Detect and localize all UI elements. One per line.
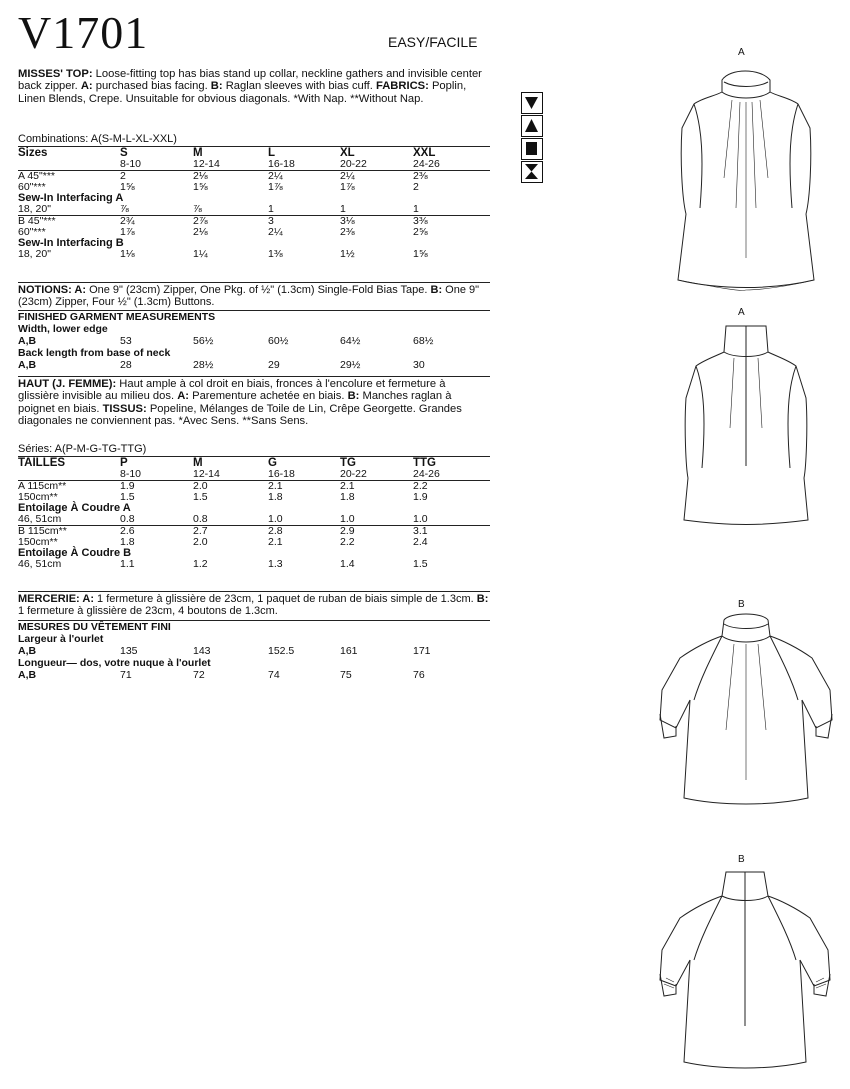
measurement-value: 72 — [193, 669, 205, 681]
table-cell: 20-22 — [340, 158, 367, 170]
table-cell: XL — [340, 147, 355, 159]
notions-label: B: — [430, 284, 443, 296]
measurement-value: 74 — [268, 669, 280, 681]
divider — [18, 591, 490, 592]
table-cell: L — [268, 147, 276, 159]
measurement-value: 76 — [413, 669, 425, 681]
table-cell: 46, 51cm — [18, 558, 62, 570]
table-cell: 2.4 — [413, 536, 428, 548]
down-triangle-icon — [521, 92, 543, 114]
table-cell: 8-10 — [120, 158, 142, 170]
measurement-value: 28 — [120, 359, 132, 371]
table-cell: 2¼ — [340, 171, 413, 183]
table-cell: 2.0 — [193, 536, 208, 548]
measurement-value: 29 — [268, 359, 280, 371]
table-cell: 1.0 — [268, 513, 283, 525]
table-cell: Sew-In Interfacing A — [18, 192, 124, 204]
table-cell: 1⅞ — [120, 226, 135, 238]
size-range-row — [18, 469, 490, 481]
measurement-value: 28½ — [193, 359, 214, 371]
hourglass-icon — [521, 161, 543, 183]
view-a-front-label: A — [738, 47, 745, 58]
table-cell: TAILLES — [18, 457, 66, 469]
table-cell: 1.8 — [268, 491, 283, 503]
table-cell: 1¼ — [193, 248, 208, 260]
table-cell: 2¾ — [120, 216, 193, 228]
table-cell: 2 — [120, 171, 193, 183]
table-cell: 60"*** — [18, 226, 46, 238]
notions-text: 1 fermeture à glissière de 23cm, 1 paquet de ruban de biais simple de 1.3cm. — [93, 593, 477, 605]
measurement-value: 135 — [120, 645, 138, 657]
table-cell: 1.8 — [120, 536, 135, 548]
table-row — [18, 514, 490, 526]
description-label: A: — [177, 390, 189, 403]
table-cell: 1.3 — [268, 558, 283, 570]
description-text: Loose-fitting top has bias stand up collar, neckline gathers and invisible center back zipper. — [18, 68, 482, 93]
table-cell: 1.1 — [120, 558, 135, 570]
table-cell: 1⅝ — [413, 248, 428, 260]
width-label: Width, lower edge — [18, 323, 108, 335]
measurement-value: 161 — [340, 645, 358, 657]
notions-text: One 9" (23cm) Zipper, Four ½" (1.3cm) Buttons. — [18, 284, 480, 308]
notions-label: B: — [476, 593, 489, 605]
table-cell: 24-26 — [413, 468, 440, 480]
table-cell: B 115cm** — [18, 526, 120, 538]
table-cell: 2.7 — [193, 526, 268, 538]
table-cell: M — [193, 147, 203, 159]
width-row — [18, 645, 490, 657]
table-cell: 1½ — [340, 248, 355, 260]
table-cell: 2⅛ — [193, 171, 268, 183]
table-cell: 16-18 — [268, 158, 295, 170]
measurement-value: 152.5 — [268, 645, 295, 657]
table-cell: 46, 51cm — [18, 513, 62, 525]
english-notions — [18, 284, 490, 308]
table-cell: 1 — [340, 203, 346, 215]
table-cell: ⅞ — [193, 203, 202, 215]
table-cell: A 115cm** — [18, 481, 120, 493]
table-cell: 16-18 — [268, 468, 295, 480]
table-cell: 0.8 — [193, 513, 208, 525]
table-row — [18, 171, 490, 183]
description-label: B: — [210, 80, 223, 93]
table-cell: 2⅜ — [413, 171, 490, 183]
measurement-value: 56½ — [193, 335, 214, 347]
description-text: Raglan sleeves with bias cuff. — [222, 80, 377, 93]
view-a-front-illustration — [660, 58, 830, 298]
table-cell: ⅞ — [120, 203, 129, 215]
pattern-number: V1701 — [18, 7, 149, 58]
table-cell: 60"*** — [18, 181, 46, 193]
table-cell: TTG — [413, 457, 436, 469]
description-label: MISSES' TOP: — [18, 68, 93, 80]
table-cell: Sizes — [18, 147, 48, 159]
table-cell: 18, 20" — [18, 248, 51, 260]
table-cell: 18, 20" — [18, 203, 51, 215]
table-cell: Entoilage À Coudre A — [18, 502, 131, 514]
table-cell: 150cm** — [18, 491, 58, 503]
table-cell: A 45"*** — [18, 171, 120, 183]
english-yardage-table — [18, 148, 490, 260]
table-cell: Entoilage À Coudre B — [18, 547, 132, 559]
table-cell: B 45"*** — [18, 216, 120, 228]
difficulty-label: EASY/FACILE — [388, 34, 478, 50]
table-cell: 2.2 — [340, 536, 355, 548]
table-cell: 2⅛ — [193, 226, 208, 238]
table-cell: 20-22 — [340, 468, 367, 480]
width-row — [18, 335, 490, 347]
table-cell: 1⅝ — [120, 181, 135, 193]
french-yardage-table — [18, 458, 490, 570]
table-cell: 1.2 — [193, 558, 208, 570]
table-cell: M — [193, 457, 203, 469]
table-cell: 2¼ — [268, 171, 340, 183]
view-b-front-label: B — [738, 599, 745, 610]
view-b-front-illustration — [650, 610, 840, 810]
french-description — [18, 378, 488, 428]
english-combinations: Combinations: A(S-M-L-XL-XXL) — [18, 133, 177, 145]
french-notions — [18, 593, 490, 617]
table-cell: 1⅞ — [340, 181, 355, 193]
measurement-value: 143 — [193, 645, 211, 657]
table-cell: 12-14 — [193, 158, 220, 170]
description-label: HAUT (J. FEMME): — [18, 378, 117, 390]
table-cell: 1.5 — [413, 558, 428, 570]
table-cell — [18, 159, 120, 171]
table-cell: 1⅝ — [193, 181, 208, 193]
table-cell: 2⅝ — [413, 226, 428, 238]
table-cell: 2.2 — [413, 481, 490, 493]
table-cell: 1.0 — [340, 513, 355, 525]
length-label: Longueur— dos, votre nuque à l'ourlet — [18, 657, 211, 669]
measurement-value: 53 — [120, 335, 132, 347]
description-text: Haut ample à col droit en biais, fronces à l'encolure et fermeture à glissière invisible au milieu dos. — [18, 378, 446, 403]
divider — [18, 376, 490, 377]
view-label: A,B — [18, 359, 37, 371]
table-cell: G — [268, 457, 277, 469]
square-icon — [521, 138, 543, 160]
table-cell: 2.0 — [193, 481, 268, 493]
table-row — [18, 249, 490, 260]
measurement-value: 64½ — [340, 335, 361, 347]
table-cell: 2.1 — [340, 481, 413, 493]
description-label: FABRICS: — [376, 80, 429, 93]
table-cell: 1.8 — [340, 491, 355, 503]
table-cell: XXL — [413, 147, 436, 159]
view-label: A,B — [18, 669, 37, 681]
table-cell: 1 — [413, 203, 419, 215]
table-cell: 1⅞ — [268, 181, 283, 193]
length-row — [18, 669, 490, 681]
description-text: Parementure achetée en biais. — [189, 390, 348, 403]
description-text: Poplin, Linen Blends, Crepe. Unsuitable for obvious diagonals. *With Nap. **Without Nap. — [18, 80, 467, 105]
finished-title: FINISHED GARMENT MEASUREMENTS — [18, 311, 216, 323]
view-label: A,B — [18, 645, 37, 657]
table-cell: 2 — [413, 181, 419, 193]
description-text: purchased bias facing. — [92, 80, 211, 93]
description-label: TISSUS: — [102, 402, 147, 415]
measurement-value: 68½ — [413, 335, 434, 347]
width-label: Largeur à l'ourlet — [18, 633, 104, 645]
up-triangle-icon — [521, 115, 543, 137]
french-finished-measurements — [18, 621, 490, 681]
table-cell: 2¼ — [268, 226, 283, 238]
measurement-value: 29½ — [340, 359, 361, 371]
fabric-symbols — [521, 92, 545, 184]
table-cell: 2.6 — [120, 526, 193, 538]
table-cell: 2.1 — [268, 536, 283, 548]
table-cell — [18, 469, 120, 481]
table-cell: TG — [340, 457, 356, 469]
english-description — [18, 68, 488, 105]
table-cell: 2⅞ — [193, 216, 268, 228]
measurement-value: 60½ — [268, 335, 289, 347]
table-cell: 2.8 — [268, 526, 340, 538]
view-b-back-label: B — [738, 854, 745, 865]
table-cell: 1.4 — [340, 558, 355, 570]
table-cell: 1.0 — [413, 513, 428, 525]
table-cell: 1.9 — [120, 481, 193, 493]
measurement-value: 30 — [413, 359, 425, 371]
divider — [18, 282, 490, 283]
measurement-value: 75 — [340, 669, 352, 681]
table-cell: 3⅛ — [340, 216, 413, 228]
measurement-value: 171 — [413, 645, 431, 657]
table-cell: P — [120, 457, 128, 469]
table-cell: 2⅜ — [340, 226, 355, 238]
description-text: Manches raglan à poignet en biais. — [18, 390, 452, 415]
table-cell: S — [120, 147, 128, 159]
description-text: Popeline, Mélanges de Toile de Lin, Crêpe Georgette. Grandes diagonales ne conviennent pas. *Avec Sens. **Sans Sens. — [18, 402, 462, 428]
table-cell: 0.8 — [120, 513, 135, 525]
measurement-value: 71 — [120, 669, 132, 681]
description-label: B: — [347, 390, 360, 403]
table-cell: 1.5 — [120, 491, 135, 503]
table-cell: 2.1 — [268, 481, 340, 493]
length-label: Back length from base of neck — [18, 347, 171, 359]
english-finished-measurements — [18, 311, 490, 371]
notions-text: One 9" (23cm) Zipper, One Pkg. of ½" (1.3cm) Single-Fold Bias Tape. — [86, 284, 431, 296]
table-cell: 3.1 — [413, 526, 490, 538]
table-cell: 150cm** — [18, 536, 58, 548]
table-row — [18, 204, 490, 216]
finished-title: MESURES DU VÊTEMENT FINI — [18, 621, 171, 633]
table-cell: 1⅛ — [120, 248, 135, 260]
table-cell: 12-14 — [193, 468, 220, 480]
table-cell: 3 — [268, 216, 340, 228]
table-cell: 1⅜ — [268, 248, 283, 260]
notions-text: 1 fermeture à glissière de 23cm, 4 boutons de 1.3cm. — [18, 605, 278, 617]
description-label: A: — [80, 80, 93, 93]
table-cell: 8-10 — [120, 468, 142, 480]
table-cell: 3⅜ — [413, 216, 490, 228]
table-row — [18, 559, 490, 570]
table-cell: 1.5 — [193, 491, 208, 503]
view-label: A,B — [18, 335, 37, 347]
table-cell: 1 — [268, 203, 274, 215]
view-b-back-illustration — [650, 866, 840, 1076]
table-cell: 2.9 — [340, 526, 413, 538]
french-combinations: Séries: A(P-M-G-TG-TTG) — [18, 443, 147, 455]
size-range-row — [18, 159, 490, 171]
table-cell: 24-26 — [413, 158, 440, 170]
view-a-back-illustration — [660, 318, 830, 528]
notions-label: NOTIONS: A: — [18, 284, 87, 296]
section-label-row — [18, 193, 490, 204]
notions-label: MERCERIE: A: — [18, 593, 94, 605]
table-cell: 1.9 — [413, 491, 428, 503]
table-cell: Sew-In Interfacing B — [18, 237, 124, 249]
view-a-back-label: A — [738, 307, 745, 318]
length-row — [18, 359, 490, 371]
